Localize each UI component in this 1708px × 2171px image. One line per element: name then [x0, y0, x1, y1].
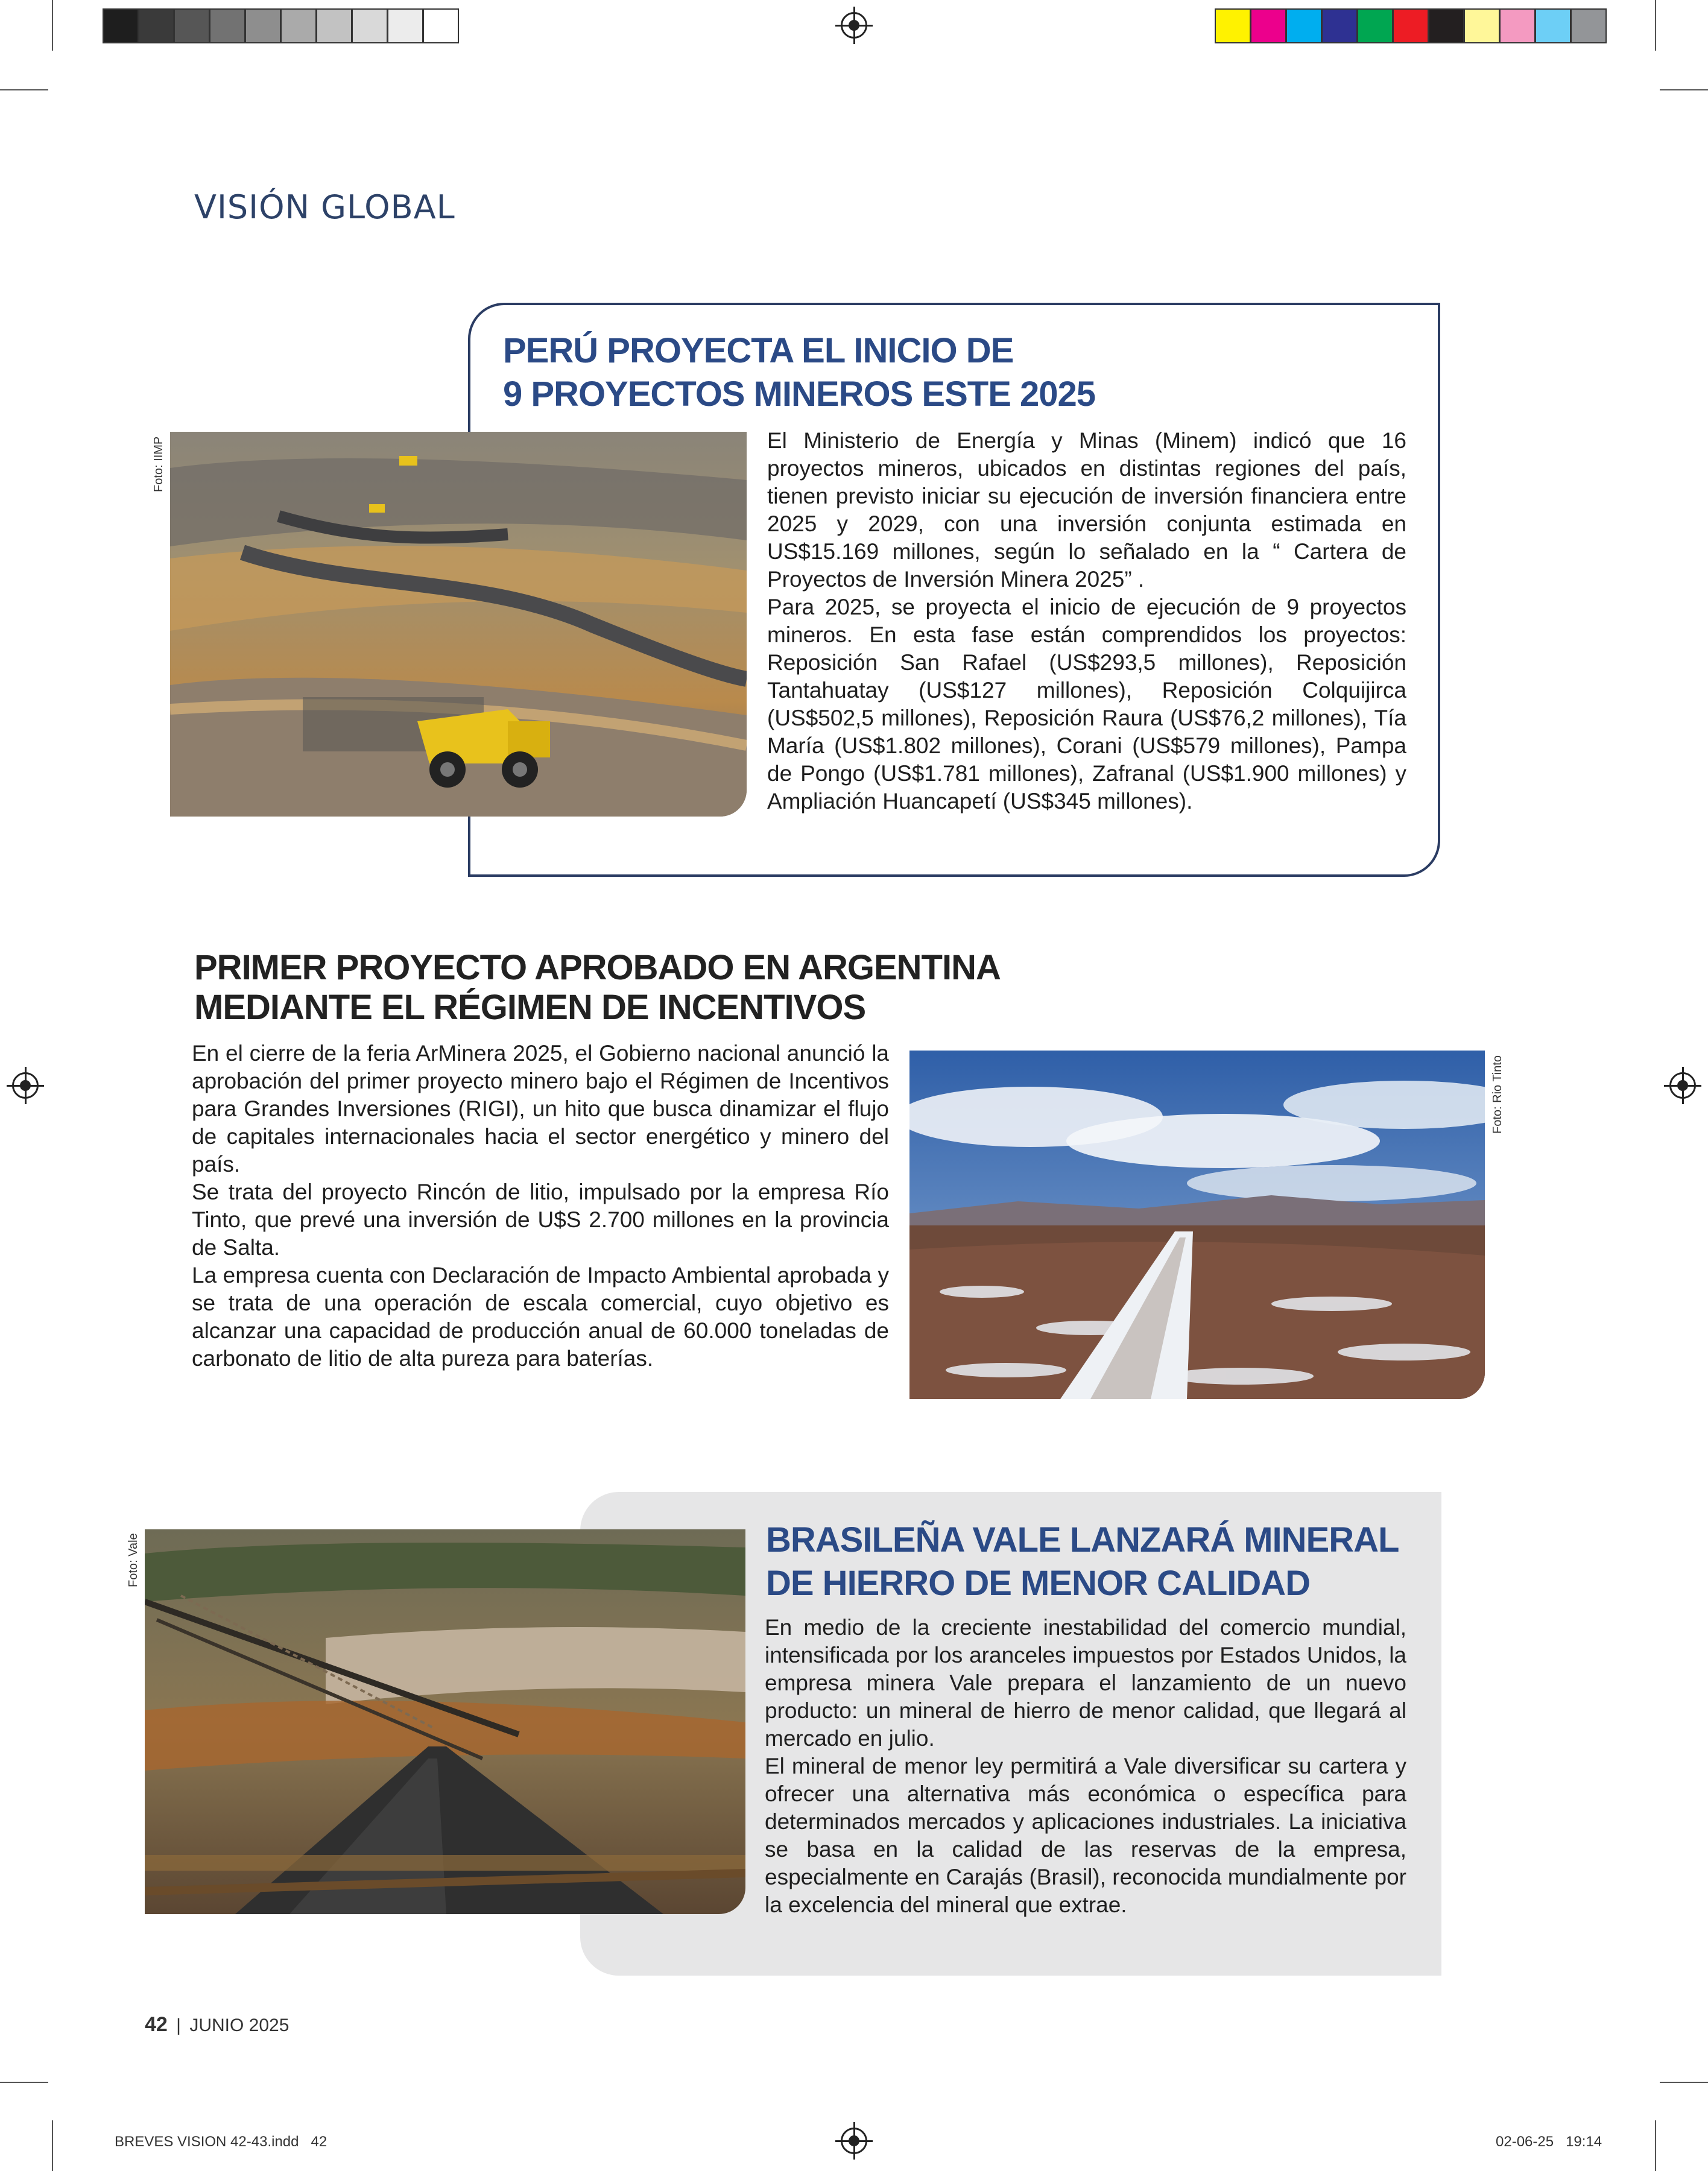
color-swatch	[1250, 8, 1286, 43]
registration-mark-icon	[841, 12, 867, 39]
article-vale-body	[765, 1614, 1406, 1919]
title-line: 9 PROYECTOS MINEROS ESTE 2025	[503, 374, 1096, 414]
crop-mark	[52, 2120, 53, 2171]
gray-swatch	[209, 8, 245, 43]
crop-mark	[1655, 0, 1656, 51]
title-line: PERÚ PROYECTA EL INICIO DE	[503, 331, 1014, 370]
mine-haul-truck-photo	[170, 432, 747, 817]
slug-date: 02-06-25 19:14	[1496, 2134, 1602, 2150]
photo-credit: Foto: Vale	[127, 1533, 140, 1587]
issue-date: JUNIO 2025	[189, 2015, 289, 2035]
gray-swatch	[103, 8, 139, 43]
gray-swatch	[387, 8, 423, 43]
article-argentina-body	[192, 1040, 889, 1373]
title-line: DE HIERRO DE MENOR CALIDAD	[766, 1564, 1311, 1603]
color-swatch	[1357, 8, 1393, 43]
title-line: BRASILEÑA VALE LANZARÁ MINERAL	[766, 1520, 1399, 1560]
paragraph: En el cierre de la feria ArMinera 2025, el Gobierno nacional anunció la aprobación del primer proyecto minero bajo el Régimen de Incentivos para Grandes Inversiones (RIGI), un hito que busca dinamizar el flujo de capitales internacionales hacia el sector energético y minero del país.	[192, 1041, 889, 1177]
paragraph: En medio de la creciente inestabilidad del comercio mundial, intensificada por los aranceles impuestos por Estados Unidos, la empresa minera Vale prepara el lanzamiento de un nuevo producto: un mineral de hierro de menor calidad, que llegará al mercado en julio.	[765, 1615, 1406, 1751]
slug-file: BREVES VISION 42-43.indd 42	[115, 2134, 327, 2150]
article-vale-title	[766, 1518, 1429, 1605]
gray-swatch	[174, 8, 210, 43]
photo-credit: Foto: IIMP	[152, 436, 165, 492]
registration-mark-icon	[12, 1072, 39, 1099]
gray-swatch	[280, 8, 317, 43]
section-label: VISIÓN GLOBAL	[194, 188, 455, 226]
color-swatch	[1393, 8, 1429, 43]
gray-swatch	[316, 8, 352, 43]
paragraph: El mineral de menor ley permitirá a Vale diversificar su cartera y ofrecer una alternativa más económica o específica para determinados mercados y aplicaciones industriales. La iniciativa se basa en la calidad de las reservas de la empresa, especialmente en Carajás (Brasil), reconocida mundialmente por la excelencia del mineral que extrae.	[765, 1754, 1406, 1917]
iron-ore-stockpile-photo	[145, 1529, 745, 1914]
registration-mark-icon	[1669, 1072, 1696, 1099]
article-peru-body	[767, 427, 1406, 815]
grayscale-bar	[103, 8, 495, 43]
gray-swatch	[245, 8, 281, 43]
crop-mark	[0, 2082, 48, 2083]
page-footer	[145, 2013, 289, 2037]
paragraph: El Ministerio de Energía y Minas (Minem) indicó que 16 proyectos mineros, ubicados en distintas regiones del país, tienen previsto iniciar su ejecución de inversión financiera entre 2025 y 2029, con una inversión conjunta estimada en US$15.169 millones, según lo señalado en la “ Cartera de Proyectos de Inversión Minera 2025” .	[767, 428, 1406, 592]
color-bar	[1215, 8, 1607, 43]
gray-swatch	[138, 8, 174, 43]
paragraph: Para 2025, se proyecta el inicio de ejecución de 9 proyectos mineros. En esta fase están comprendidos los proyectos: Reposición San Rafael (US$293,5 millones), Reposición Tantahuatay (US$127 millones), Reposición Colquijirca (US$502,5 millones), Reposición Raura (US$76,2 millones), Tía María (US$1.802 millones), Corani (US$579 millones), Pampa de Pongo (US$1.781 millones), Zafranal (US$1.900 millones) y Ampliación Huancapetí (US$345 millones).	[767, 595, 1406, 814]
crop-mark	[52, 0, 53, 51]
title-line: PRIMER PROYECTO APROBADO EN ARGENTINA	[194, 948, 1001, 987]
color-swatch	[1535, 8, 1571, 43]
photo-credit: Foto: Rio Tinto	[1491, 1055, 1504, 1134]
color-swatch	[1428, 8, 1464, 43]
registration-mark-icon	[841, 2128, 867, 2154]
salt-flat-road-photo	[909, 1051, 1485, 1399]
color-swatch	[1215, 8, 1251, 43]
color-swatch	[1464, 8, 1500, 43]
paragraph: La empresa cuenta con Declaración de Impacto Ambiental aprobada y se trata de una operación de escala comercial, cuyo objetivo es alcanzar una capacidad de producción anual de 60.000 toneladas de carbonato de litio de alta pureza para baterías.	[192, 1263, 889, 1371]
paragraph: Se trata del proyecto Rincón de litio, impulsado por la empresa Río Tinto, que prevé una inversión de U$S 2.700 millones en la provincia de Salta.	[192, 1180, 889, 1260]
article-argentina-title	[194, 948, 1280, 1028]
color-swatch	[1286, 8, 1322, 43]
gray-swatch	[352, 8, 388, 43]
footer-separator: |	[176, 2015, 181, 2035]
article-peru-title	[503, 329, 1420, 416]
crop-mark	[1660, 89, 1708, 90]
crop-mark	[1660, 2082, 1708, 2083]
gray-swatch	[423, 8, 459, 43]
crop-mark	[0, 89, 48, 90]
crop-mark	[1655, 2120, 1656, 2171]
color-swatch	[1321, 8, 1358, 43]
page-number: 42	[145, 2013, 168, 2036]
color-swatch	[1570, 8, 1607, 43]
color-swatch	[1499, 8, 1536, 43]
title-line: MEDIANTE EL RÉGIMEN DE INCENTIVOS	[194, 988, 866, 1027]
